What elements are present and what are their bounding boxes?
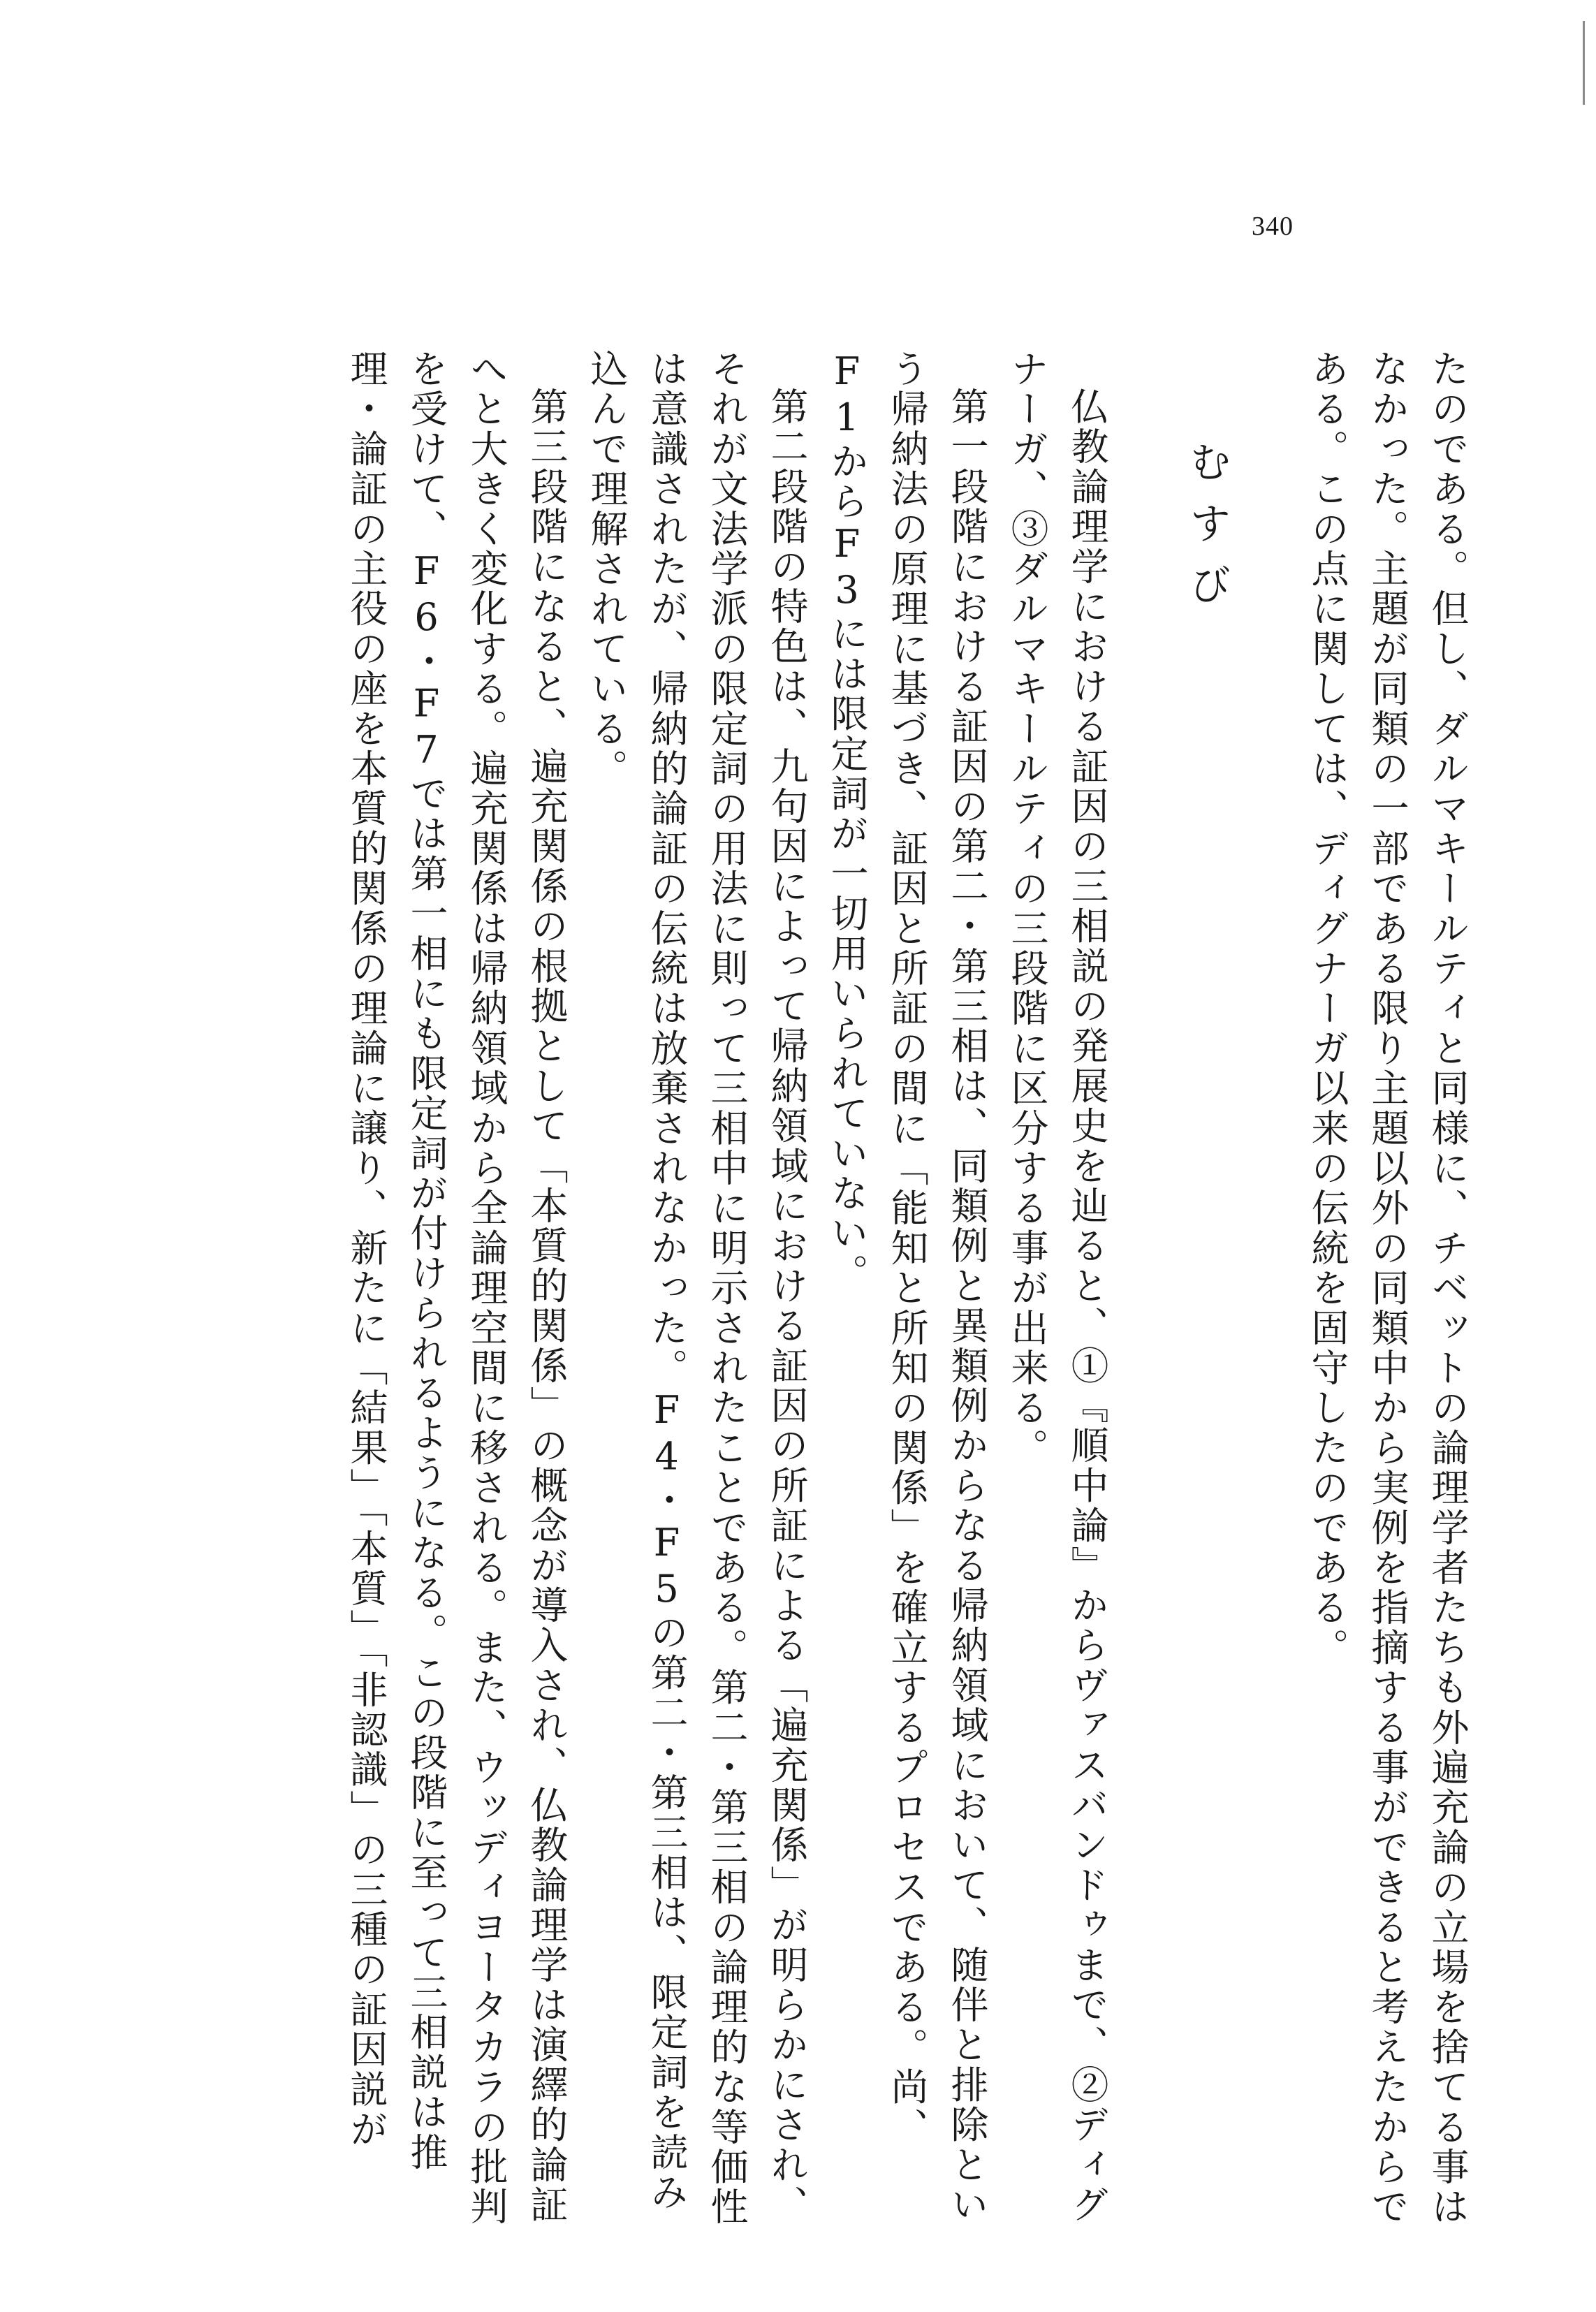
paragraph-1: 仏教論理学における証因の三相説の発展史を辿ると、①『順中論』からヴァスバンドゥまで、②ディグナーガ、③ダルマキールティの三段階に区分する事が出来る。 xyxy=(1005,349,1109,2225)
section-heading: むすび xyxy=(1183,440,1231,624)
intro-paragraph: たのである。但し、ダルマキールティと同様に、チベットの論理学者たちも外遍充論の立場を捨てる事はなかった。主題が同類の一部である限り主題以外の同類中から実例を指摘する事ができると考えたからである。この点に関しては、ディグナーガ以来の伝統を固守したのである。 xyxy=(1305,349,1470,2227)
page-number: 340 xyxy=(1252,212,1294,241)
paragraph-3: 第二段階の特色は、九句因によって帰納領域における証因の所証による「遍充関係」が明らかにされ、それが文法学派の限定詞の用法に則って三相中に明示されたことである。第二・第三相の論理的な等価性は意識されたが、帰納的論証の伝統は放棄されなかった。F4・F5の第二・第三相は、限定詞を読み込んで理解されている。 xyxy=(585,349,809,2227)
page-edge-mark xyxy=(1583,21,1585,105)
paragraph-2: 第一段階における証因の第二・第三相は、同類例と異類例からなる帰納領域において、随伴と排除という帰納法の原理に基づき、証因と所証の間に「能知と所知の関係」を確立するプロセスである。尚、F1からF3には限定詞が一切用いられていない。 xyxy=(825,349,989,2225)
body-text xyxy=(80,349,1477,2235)
paragraph-4: 第三段階になると、遍充関係の根拠として「本質的関係」の概念が導入され、仏教論理学は演繹的論証へと大きく変化する。遍充関係は帰納領域から全論理空間に移される。また、ウッディヨータカラの批判を受けて、F6・F7では第一相にも限定詞が付けられるようになる。この段階に至って三相説は推理・論証の主役の座を本質的関係の理論に譲り、新たに「結果」「本質」「非認識」の三種の証因説が xyxy=(344,349,569,2227)
